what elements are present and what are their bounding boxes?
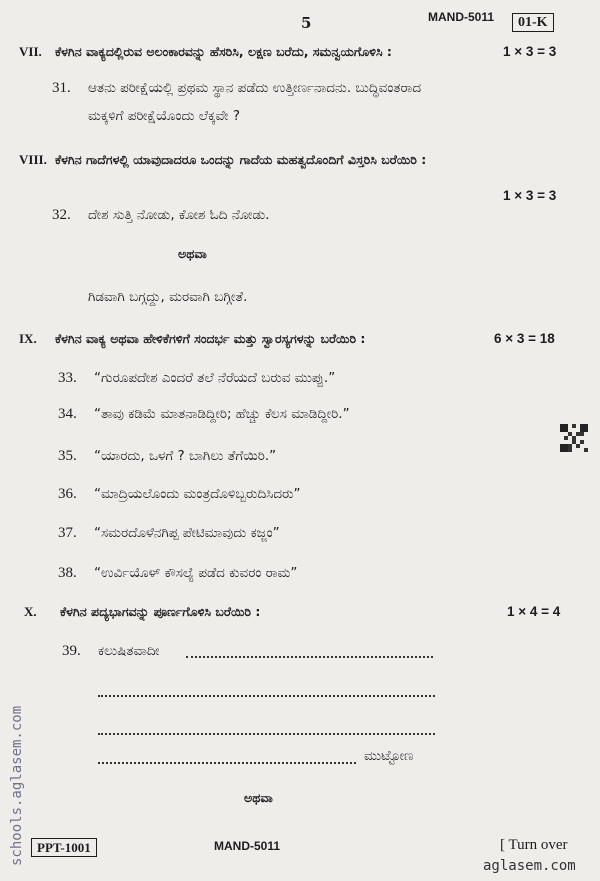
page-number: 5 xyxy=(301,14,312,32)
answer-line-2 xyxy=(98,695,435,697)
or-label-viii: ಅಥವಾ xyxy=(178,246,207,261)
footer-code-box: PPT-1001 xyxy=(31,838,97,857)
question-33-number: 33. xyxy=(58,370,77,386)
question-34-text: “ತಾವು ಕಡಿಮೆ ಮಾತನಾಡಿದ್ದೀರಿ; ಹೆಚ್ಚು ಕೆಲಸ ಮಾಡಿದ್ದೀರಿ.” xyxy=(94,406,350,422)
section-ix-instruction: ಕೆಳಗಿನ ವಾಕ್ಯ ಅಥವಾ ಹೇಳಿಕೆಗಳಿಗೆ ಸಂದರ್ಭ ಮತ್ತು ಸ್ವಾರಸ್ಯಗಳನ್ನು ಬರೆಯಿರಿ : xyxy=(55,331,366,346)
answer-line-1 xyxy=(186,656,433,658)
section-x-instruction: ಕೆಳಗಿನ ಪದ್ಯಭಾಗವನ್ನು ಪೂರ್ಣಗೊಳಿಸಿ ಬರೆಯಿರಿ : xyxy=(60,604,261,619)
section-x-number: X. xyxy=(24,604,37,619)
watermark-side: schools.aglasem.com xyxy=(9,705,25,866)
section-x-marks: 1 × 4 = 4 xyxy=(507,604,561,619)
turn-over-label: [ Turn over xyxy=(500,837,568,853)
question-34-number: 34. xyxy=(58,406,77,422)
version-box: 01-K xyxy=(512,13,554,32)
question-37-text: “ಸಮರದೊಳೆನಗಿಪ್ಪ ಪೇಟಿಮಾವುದು ಕಜ್ಜಂ” xyxy=(94,525,280,541)
answer-line-3 xyxy=(98,733,435,735)
section-ix-number: IX. xyxy=(19,331,37,346)
question-31-number: 31. xyxy=(52,80,71,96)
question-31-line2: ಮಕ್ಕಳಿಗೆ ಪರೀಕ್ಷೆಯೊಂದು ಲೆಕ್ಕವೇ ? xyxy=(88,108,241,124)
section-vii-marks: 1 × 3 = 3 xyxy=(503,44,557,59)
question-38-number: 38. xyxy=(58,565,77,581)
section-viii-number: VIII. xyxy=(19,152,47,167)
or-label-x: ಅಥವಾ xyxy=(244,790,273,805)
header-code: MAND-5011 xyxy=(428,10,495,24)
question-35-number: 35. xyxy=(58,448,77,464)
question-35-text: “ಯಾರದು, ಒಳಗೆ ? ಬಾಗಿಲು ತೆಗೆಯಿರಿ.” xyxy=(94,448,277,464)
question-39-start: ಕಲುಷಿತವಾದೀ xyxy=(98,643,160,659)
watermark-bottom: aglasem.com xyxy=(483,858,576,874)
footer-center-code: MAND-5011 xyxy=(214,839,281,853)
section-viii-marks: 1 × 3 = 3 xyxy=(503,188,557,203)
qr-code-icon xyxy=(560,424,588,452)
section-viii-instruction: ಕೆಳಗಿನ ಗಾದೆಗಳಲ್ಲಿ ಯಾವುದಾದರೂ ಒಂದನ್ನು ಗಾದೆಯ ಮಹತ್ವದೊಂದಿಗೆ ವಿಸ್ತರಿಸಿ ಬರೆಯಿರಿ : xyxy=(55,152,427,167)
question-31-line1: ಆತನು ಪರೀಕ್ಷೆಯಲ್ಲಿ ಪ್ರಥಮ ಸ್ಥಾನ ಪಡೆದು ಉತ್ತೀರ್ಣನಾದನು. ಬುದ್ಧಿವಂತರಾದ xyxy=(88,80,422,96)
section-ix-marks: 6 × 3 = 18 xyxy=(494,331,555,346)
question-38-text: “ಉರ್ವಿಯೊಳ್ ಕೌಸಲ್ಯೆ ಪಡೆದ ಕುವರಂ ರಾಮ” xyxy=(94,565,298,581)
answer-line-4 xyxy=(98,762,356,764)
question-33-text: “ಗುರೂಪದೇಶ ಎಂದರೆ ತಲೆ ನೆರೆಯದೆ ಬರುವ ಮುಪ್ಪು.” xyxy=(94,370,336,386)
question-37-number: 37. xyxy=(58,525,77,541)
question-39-end: ಮುಟ್ಟೋಣ xyxy=(364,748,414,764)
question-36-number: 36. xyxy=(58,486,77,502)
question-32-text: ದೇಶ ಸುತ್ತಿ ನೋಡು, ಕೋಶ ಓದಿ ನೋಡು. xyxy=(88,207,270,223)
section-vii-number: VII. xyxy=(19,44,42,59)
question-36-text: “ಮಾದ್ರಿಯಲೊಂದು ಮಂತ್ರದೊಳಿಬ್ಬರುದಿಸಿದರು” xyxy=(94,486,301,502)
section-vii-instruction: ಕೆಳಗಿನ ವಾಕ್ಯದಲ್ಲಿರುವ ಅಲಂಕಾರವನ್ನು ಹೆಸರಿಸಿ, ಲಕ್ಷಣ ಬರೆದು, ಸಮನ್ವಯಗೊಳಿಸಿ : xyxy=(55,44,392,59)
question-32-number: 32. xyxy=(52,207,71,223)
question-39-number: 39. xyxy=(62,643,81,659)
question-32-alternative: ಗಿಡವಾಗಿ ಬಗ್ಗದ್ದು, ಮರವಾಗಿ ಬಗ್ಗೀತೆ. xyxy=(88,289,248,305)
